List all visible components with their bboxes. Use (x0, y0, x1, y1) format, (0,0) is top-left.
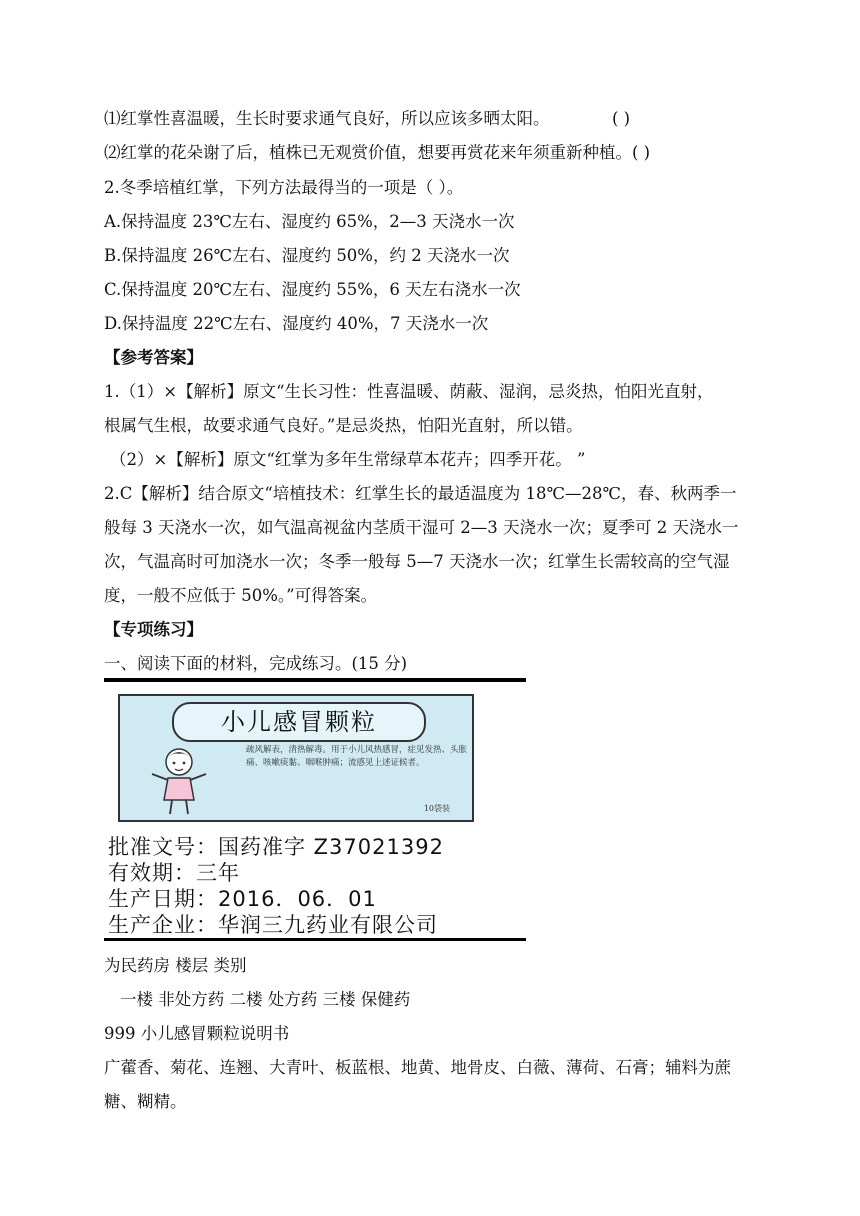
question-2: 2.冬季培植红掌，下列方法最得当的一项是（ ）。 (104, 178, 464, 197)
medicine-box (118, 694, 474, 822)
practice-heading: 【专项练习】 (104, 620, 203, 639)
medicine-description: 疏风解表，清热解毒。用于小儿风热感冒，症见发热、头胀痛、咳嗽痰黏、咽喉肿痛；流感见上述证候者。 (246, 745, 468, 768)
manufacturer: 生产企业：华润三九药业有限公司 (108, 913, 438, 937)
answer-heading: 【参考答案】 (104, 348, 203, 367)
answer-line: 次，气温高时可加浇水一次；冬季一般每 5—7 天浇水一次；红掌生长需较高的空气湿 (104, 552, 730, 571)
production-date: 生产日期：2016．06．01 (108, 887, 377, 911)
medicine-pack-size: 10袋装 (423, 804, 450, 813)
answer-line: （2）×【解析】原文“红掌为多年生常绿草本花卉；四季开花。 ” (110, 450, 586, 469)
child-illustration-icon (146, 744, 212, 818)
validity-period: 有效期：三年 (108, 861, 240, 885)
pharmacy-table-header: 为民药房 楼层 类别 (104, 956, 247, 975)
question-1-2: ⑵红掌的花朵谢了后，植株已无观赏价值，想要再赏花来年须重新种植。( ) (104, 143, 651, 162)
approval-number: 批准文号：国药准字 Z37021392 (108, 835, 444, 859)
option-b: B.保持温度 26℃左右、湿度约 50%，约 2 天浇水一次 (104, 246, 510, 265)
answer-line: 般每 3 天浇水一次，如气温高视盆内茎质干湿可 2—3 天浇水一次；夏季可 2 天浇水一 (104, 518, 739, 537)
answer-line: 1.（1）×【解析】原文“生长习性：性喜温暖、荫蔽、湿润，忌炎热，怕阳光直射， (104, 382, 714, 401)
answer-line: 2.C【解析】结合原文“培植技术：红掌生长的最适温度为 18℃—28℃，春、秋两季一 (104, 484, 737, 503)
answer-blank-1-1: ( ) (612, 109, 631, 128)
medicine-title: 小儿感冒颗粒 (172, 702, 426, 742)
manual-ingredients: 糖、糊精。 (104, 1092, 187, 1111)
pharmacy-floors: 一楼 非处方药 二楼 处方药 三楼 保健药 (120, 990, 411, 1009)
practice-intro: 一、阅读下面的材料，完成练习。(15 分) (104, 654, 408, 673)
question-1-1: ⑴红掌性喜温暖，生长时要求通气良好，所以应该多晒太阳。 (104, 109, 550, 128)
option-c: C.保持温度 20℃左右、湿度约 55%，6 天左右浇水一次 (104, 280, 521, 299)
answer-line: 度，一般不应低于 50%。”可得答案。 (104, 586, 378, 605)
option-d: D.保持温度 22℃左右、湿度约 40%，7 天浇水一次 (104, 314, 489, 333)
manual-ingredients: 广藿香、菊花、连翘、大青叶、板蓝根、地黄、地骨皮、白薇、薄荷、石膏；辅料为蔗 (104, 1058, 731, 1077)
manual-title: 999 小儿感冒颗粒说明书 (104, 1024, 290, 1043)
divider (104, 938, 526, 941)
medicine-package-image (104, 678, 526, 944)
option-a: A.保持温度 23℃左右、湿度约 65%，2—3 天浇水一次 (104, 212, 515, 231)
divider (104, 678, 526, 682)
answer-line: 根属气生根，故要求通气良好。”是忌炎热，怕阳光直射，所以错。 (104, 416, 583, 435)
